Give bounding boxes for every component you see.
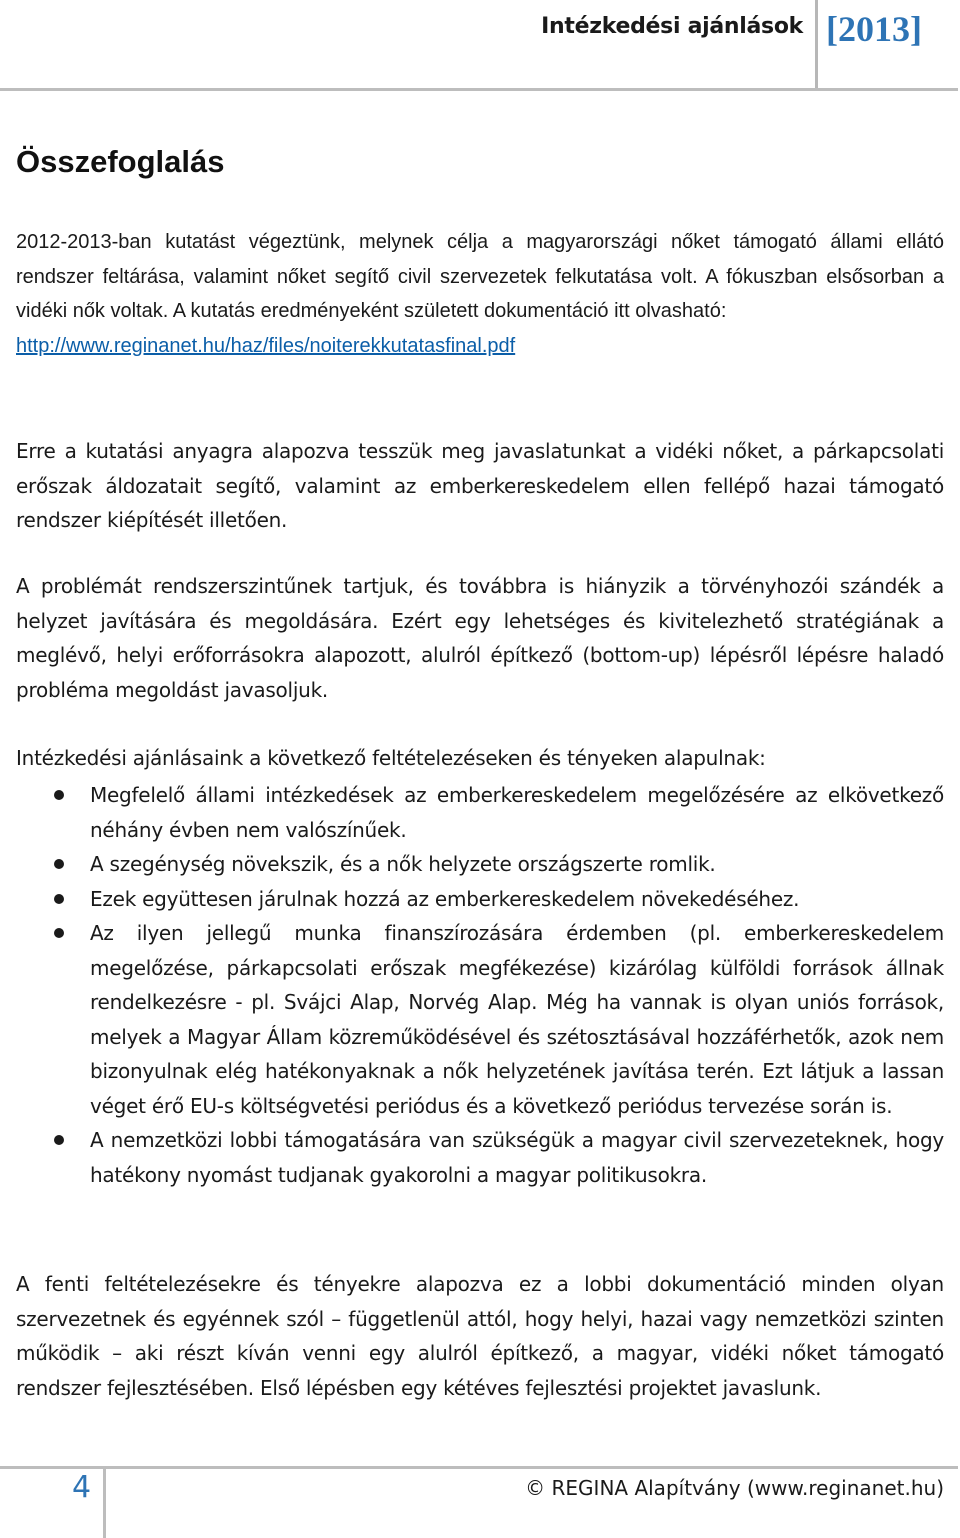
footer-divider (103, 1466, 106, 1538)
list-item: A szegénység növekszik, és a nők helyzete országszerte romlik. (16, 847, 944, 882)
intro-paragraph (16, 225, 944, 363)
list-item: Ezek együttesen járulnak hozzá az emberkereskedelem növekedéséhez. (16, 882, 944, 917)
bullet-icon (54, 790, 64, 800)
running-header-year: [2013] (826, 9, 922, 49)
bullet-icon (54, 894, 64, 904)
report-link[interactable]: http://www.reginanet.hu/haz/files/noiterekkutatasfinal.pdf (16, 334, 516, 357)
intro-text: 2012-2013-ban kutatást végeztünk, melynek célja a magyarországi nőket támogató állami ellátó rendszer feltárása, valamint nőket segítő civil szervezetek felkutatása volt. A fókuszban elsősorban a vidéki nők voltak. A kutatás eredményeként született dokumentáció itt olvasható: (16, 231, 944, 322)
paragraph-problem: A problémát rendszerszintűnek tartjuk, és továbbra is hiányzik a törvényhozói szándék a helyzet javítására és megoldására. Ezért egy lehetséges és kivitelezhető stratégiának a meglévő, helyi erőforrásokra alapozott, alulról építkező (bottom-up) lépésről lépésre haladó probléma megoldást javasoljuk. (16, 574, 944, 702)
running-header-title: Intézkedési ajánlások (541, 14, 803, 39)
list-item: A nemzetközi lobbi támogatására van szükségük a magyar civil szervezeteknek, hogy hatékony nyomást tudjanak gyakorolni a magyar politikusokra. (16, 1123, 944, 1192)
page-number: 4 (72, 1470, 92, 1505)
paragraph-basis: Erre a kutatási anyagra alapozva tesszük meg javaslatunkat a vidéki nőket, a párkapcsolati erőszak áldozatait segítő, valamint az emberkereskedelem ellen fellépő hazai támogató rendszer kiépítését illetően. (16, 439, 944, 532)
list-item: Az ilyen jellegű munka finanszírozására érdemben (pl. emberkereskedelem megelőzése, párkapcsolati erőszak megfékezése) kizárólag külföldi források állnak rendelkezésre - pl. Svájci Alap, Norvég Alap. Még ha vannak is olyan uniós források, melyek a Magyar Állam közreműködésével és szétosztásával hozzáférhetők, azok nem bizonyulnak elég hatékonyaknak a nők helyzetének javítása terén. Ezt látjuk a lassan véget érő EU-s költségvetési periódus és a következő periódus tervezése során is. (16, 916, 944, 1123)
bullet-icon (54, 928, 64, 938)
bullet-icon (54, 1135, 64, 1145)
footer-rule (0, 1466, 958, 1469)
footer-copyright: © REGINA Alapítvány (www.reginanet.hu) (525, 1476, 944, 1500)
paragraph-assumptions-intro: Intézkedési ajánlásaink a következő feltételezéseken és tényeken alapulnak: (16, 746, 766, 770)
header-divider (815, 0, 818, 88)
list-item: Megfelelő állami intézkedések az emberkereskedelem megelőzésére az elkövetkező néhány évben nem valószínűek. (16, 778, 944, 847)
assumptions-list (16, 778, 944, 1192)
paragraph-closing: A fenti feltételezésekre és tényekre alapozva ez a lobbi dokumentáció minden olyan szervezetnek és egyénnek szól – függetlenül attól, hogy helyi, hazai vagy nemzetközi szinten működik – aki részt kíván venni egy alulról építkező, a magyar, vidéki nőket támogató rendszer fejlesztésében. Első lépésben egy kétéves fejlesztési projektet javaslunk. (16, 1272, 944, 1400)
page-title: Összefoglalás (16, 144, 225, 179)
header-rule (0, 88, 958, 91)
bullet-icon (54, 859, 64, 869)
